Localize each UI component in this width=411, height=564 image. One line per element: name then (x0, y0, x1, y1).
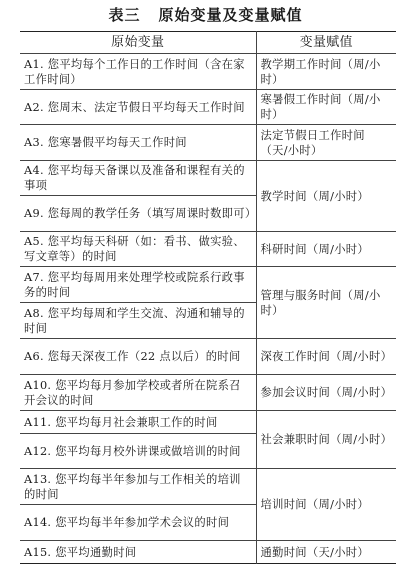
value-cell: 科研时间（周/小时） (256, 232, 396, 267)
variable-cell: A4. 您平均每天备课以及准备和课程有关的事项 (20, 161, 256, 196)
table-row (20, 90, 396, 125)
header-value: 变量赋值 (256, 32, 396, 54)
table-row (20, 125, 396, 161)
variables-table (20, 31, 396, 564)
variable-cell: A8. 您平均每周和学生交流、沟通和辅导的时间 (20, 303, 256, 339)
table-row (20, 267, 396, 303)
header-variable: 原始变量 (20, 32, 256, 54)
value-cell: 管理与服务时间（周/小时） (256, 267, 396, 339)
value-cell: 寒暑假工作时间（周/小时） (256, 90, 396, 125)
table-row (20, 541, 396, 564)
table-row (20, 375, 396, 411)
table-row (20, 339, 396, 375)
table-row (20, 411, 396, 434)
table-row (20, 232, 396, 267)
variable-cell: A12. 您平均每月校外讲课或做培训的时间 (20, 434, 256, 469)
table-label: 表三 (108, 6, 141, 24)
table-row (20, 469, 396, 505)
variable-cell: A6. 您每天深夜工作（22 点以后）的时间 (20, 339, 256, 375)
table-row (20, 161, 396, 196)
variable-cell: A14. 您平均每半年参加学术会议的时间 (20, 505, 256, 541)
variable-cell: A15. 您平均通勤时间 (24, 545, 137, 559)
variable-cell: A11. 您平均每月社会兼职工作的时间 (20, 411, 256, 434)
value-cell: 深夜工作时间（周/小时） (256, 339, 396, 375)
table-caption: 原始变量及变量赋值 (158, 6, 303, 24)
variable-cell: A3. 您寒暑假平均每天工作时间 (20, 125, 256, 161)
variable-cell: A13. 您平均每半年参加与工作相关的培训的时间 (20, 469, 256, 505)
table-title (0, 4, 411, 25)
variable-cell: A1. 您平均每个工作日的工作时间（含在家工作时间） (20, 54, 256, 90)
variable-cell: A2. 您周末、法定节假日平均每天工作时间 (20, 90, 256, 125)
variable-cell: A5. 您平均每天科研（如：看书、做实验、写文章等）的时间 (20, 232, 256, 267)
value-cell: 参加会议时间（周/小时） (256, 375, 396, 411)
variable-cell: A9. 您每周的教学任务（填写周课时数即可） (20, 196, 256, 232)
variable-cell: A10. 您平均每月参加学校或者所在院系召开会议的时间 (20, 375, 256, 411)
variable-cell: A7. 您平均每周用来处理学校或院系行政事务的时间 (20, 267, 256, 303)
value-cell: 法定节假日工作时间（天/小时） (256, 125, 396, 161)
table-row (20, 54, 396, 90)
value-cell: 教学期工作时间（周/小时） (256, 54, 396, 90)
value-cell: 教学时间（周/小时） (256, 161, 396, 232)
value-cell: 培训时间（周/小时） (256, 469, 396, 541)
value-cell: 通勤时间（天/小时） (256, 541, 396, 564)
value-cell: 社会兼职时间（周/小时） (256, 411, 396, 469)
table-header-row (20, 32, 396, 54)
